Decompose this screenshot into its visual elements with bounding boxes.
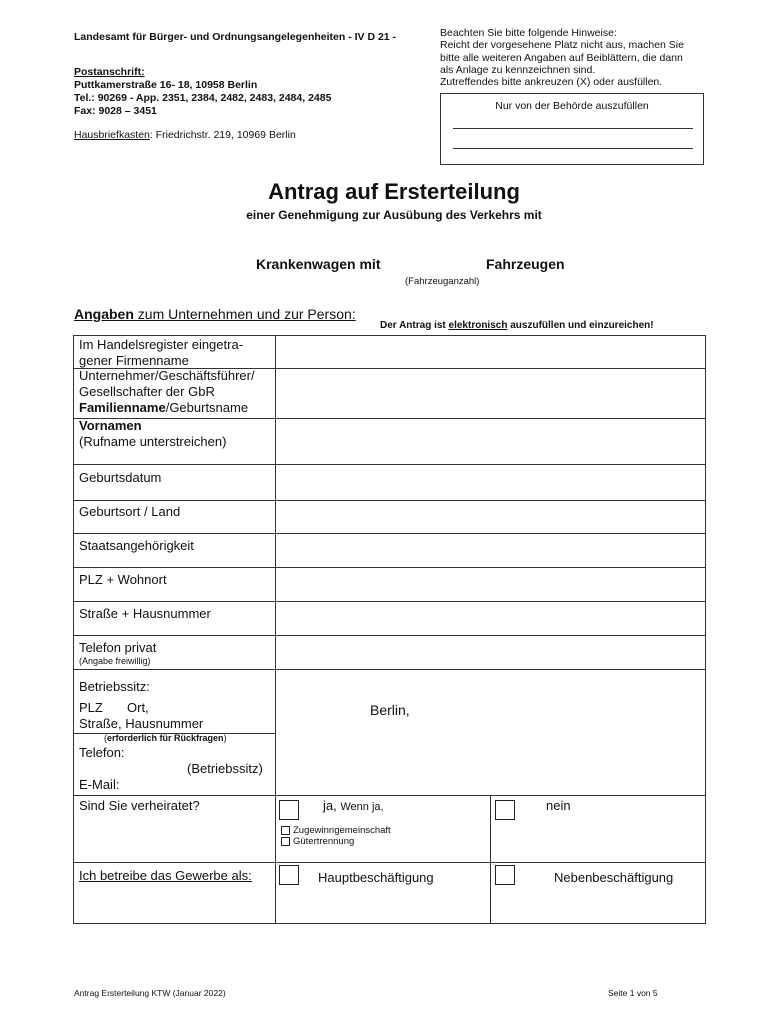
ja-text: ja,	[323, 798, 337, 813]
label-vornamen	[79, 418, 226, 450]
label-line: gener Firmenname	[79, 353, 189, 368]
authority-line[interactable]	[453, 148, 693, 149]
hint-line: bitte alle weiteren Angaben auf Beiblättern, die dann	[440, 51, 683, 64]
row-line	[74, 669, 705, 670]
authority-line[interactable]	[453, 128, 693, 129]
paren: )	[223, 733, 227, 743]
label-line: (Rufname unterstreichen)	[79, 434, 227, 449]
label-line: Unternehmer/Geschäftsführer/	[79, 368, 255, 383]
fahrzeugen-label: Fahrzeugen	[486, 256, 565, 272]
row-line	[74, 635, 705, 636]
guetertrennung-label: Gütertrennung	[293, 836, 355, 847]
postal-label: Postanschrift:	[74, 66, 145, 78]
zugewinn-label: Zugewinngemeinschaft	[293, 825, 391, 836]
hint-line: Zutreffendes bitte ankreuzen (X) oder ausfüllen.	[440, 76, 663, 89]
label-familienname	[79, 368, 255, 416]
label-plz-wohnort: PLZ + Wohnort	[79, 572, 167, 587]
neben-checkbox[interactable]	[495, 865, 515, 885]
rueckfragen-note	[104, 733, 227, 744]
authority-use-box	[440, 93, 704, 165]
value-berlin: Berlin,	[370, 702, 410, 718]
label-telefon-privat	[79, 640, 156, 667]
label-line	[79, 400, 255, 416]
hint-line: Reicht der vorgesehene Platz nicht aus, machen Sie	[440, 39, 684, 52]
note-bold: erforderlich für Rückfragen	[107, 733, 224, 743]
label-betriebssitz: Betriebssitz:	[79, 679, 150, 694]
postal-fax: Fax: 9028 – 3451	[74, 105, 157, 117]
postal-address	[74, 66, 331, 118]
row-line	[74, 464, 705, 465]
paren: (	[104, 733, 107, 743]
nein-checkbox[interactable]	[495, 800, 515, 820]
row-line	[74, 601, 705, 602]
hausbrief-value: : Friedrichstr. 219, 10969 Berlin	[149, 129, 296, 141]
haupt-label: Hauptbeschäftigung	[318, 870, 434, 885]
nein-label: nein	[546, 798, 571, 813]
haupt-checkbox[interactable]	[279, 865, 299, 885]
ja-label	[323, 798, 384, 815]
label-telefon: Telefon:	[79, 745, 125, 760]
row-line	[74, 567, 705, 568]
fahrzeuganzahl-hint: (Fahrzeuganzahl)	[405, 276, 480, 287]
footer-page-number: Seite 1 von 5	[608, 988, 658, 998]
note-underlined: elektronisch	[448, 320, 508, 331]
label-line: Im Handelsregister eingetra-	[79, 337, 244, 352]
row-line	[74, 533, 705, 534]
hausbrief-label: Hausbriefkasten	[74, 129, 150, 141]
authority-use-label: Nur von der Behörde auszufüllen	[495, 100, 649, 112]
electronic-note	[380, 320, 654, 331]
label-line: Telefon privat	[79, 640, 157, 655]
label-line: Gesellschafter der GbR	[79, 384, 215, 399]
column-divider	[275, 336, 276, 924]
label-verheiratet: Sind Sie verheiratet?	[79, 798, 200, 813]
row-line	[74, 500, 705, 501]
applicant-table	[73, 335, 706, 924]
label-betriebssitz-paren: (Betriebssitz)	[187, 761, 263, 776]
label-hint: (Angabe freiwillig)	[79, 656, 151, 666]
zugewinn-checkbox[interactable]	[281, 826, 290, 835]
option-divider	[490, 795, 491, 924]
neben-label: Nebenbeschäftigung	[554, 870, 674, 885]
label-gewerbe: Ich betreibe das Gewerbe als:	[79, 868, 252, 883]
label-staatsangehoerigkeit: Staatsangehörigkeit	[79, 538, 194, 553]
hint-line: als Anlage zu kennzeichnen sind.	[440, 63, 596, 76]
label-bold: Vornamen	[79, 418, 142, 433]
label-plz: PLZ	[79, 700, 103, 715]
wenn-ja-text: Wenn ja,	[340, 801, 384, 813]
page-title: Antrag auf Ersterteilung	[268, 179, 520, 204]
authority-name: Landesamt für Bürger- und Ordnungsangelegenheiten - IV D 21 -	[74, 31, 397, 43]
label-rest: /Geburtsname	[165, 400, 249, 415]
guetertrennung-checkbox[interactable]	[281, 837, 290, 846]
ja-checkbox[interactable]	[279, 800, 299, 820]
hausbriefkasten	[74, 129, 296, 141]
label-firmenname	[79, 337, 243, 369]
row-line	[74, 795, 705, 796]
label-ort: Ort,	[127, 700, 149, 715]
label-geburtsort: Geburtsort / Land	[79, 504, 181, 519]
section-heading-rest: zum Unternehmen und zur Person:	[133, 306, 356, 322]
label-email: E-Mail:	[79, 777, 120, 792]
section-heading	[74, 306, 356, 322]
label-bold: Familienname	[79, 400, 166, 415]
footer-form-id: Antrag Ersterteilung KTW (Januar 2022)	[74, 988, 226, 998]
postal-tel: Tel.: 90269 - App. 2351, 2384, 2482, 2483, 2484, 2485	[74, 92, 332, 104]
note-pre: Der Antrag ist	[380, 320, 449, 331]
label-strasse: Straße + Hausnummer	[79, 606, 211, 621]
page-subtitle: einer Genehmigung zur Ausübung des Verkehrs mit	[246, 208, 542, 222]
row-line	[74, 862, 705, 863]
label-strasse-hausnummer: Straße, Hausnummer	[79, 716, 204, 731]
hints-block	[440, 27, 684, 88]
hint-line: Beachten Sie bitte folgende Hinweise:	[440, 27, 617, 39]
note-post: auszufüllen und einzureichen!	[507, 320, 654, 331]
section-heading-bold: Angaben	[74, 306, 134, 322]
label-geburtsdatum: Geburtsdatum	[79, 470, 162, 485]
postal-street: Puttkamerstraße 16- 18, 10958 Berlin	[74, 79, 258, 91]
krankenwagen-label: Krankenwagen mit	[256, 256, 381, 272]
